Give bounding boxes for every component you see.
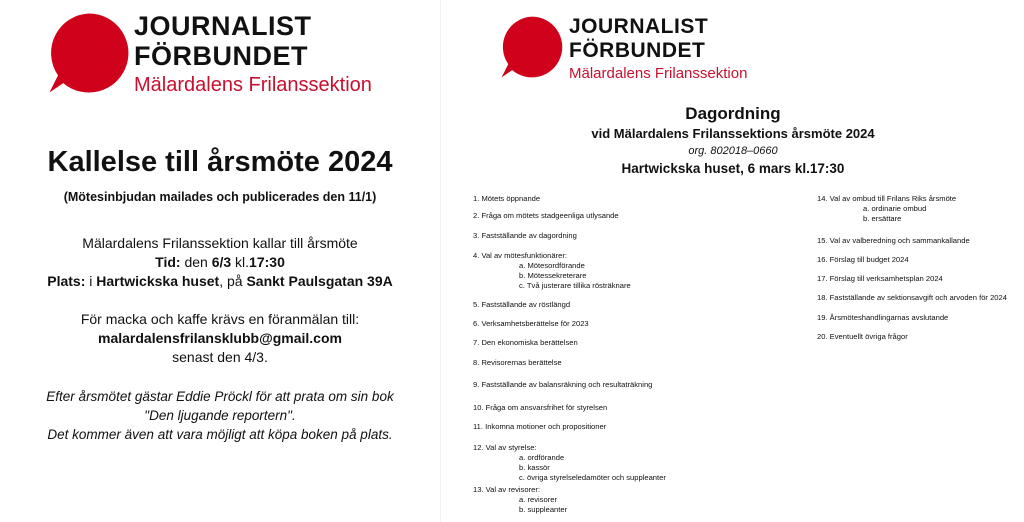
agenda-item: 9. Fastställande av balansräkning och resultaträkning	[473, 380, 653, 389]
agenda-org-number: org. 802018–0660	[688, 145, 778, 157]
place-prefix: i	[89, 273, 93, 289]
time-label: Tid:	[155, 254, 181, 270]
time-prefix: den	[184, 254, 208, 270]
logo-line2: FÖRBUNDET	[134, 41, 308, 71]
agenda-item: 6. Verksamhetsberättelse för 2023	[473, 319, 589, 328]
registration-email[interactable]: malardalensfrilansklubb@gmail.com	[98, 330, 342, 346]
logo-line2: FÖRBUNDET	[569, 39, 706, 62]
agenda-title: Dagordning	[685, 104, 781, 123]
invitation-page	[0, 0, 440, 522]
speech-bubble-icon	[46, 10, 132, 96]
agenda-item: 19. Årsmöteshandlingarnas avslutande	[817, 313, 949, 322]
agenda-subitem: a. ordinarie ombud	[863, 204, 927, 213]
invitation-note: (Mötesinbjudan mailades och publicerades den 11/1)	[63, 190, 377, 204]
place-sep: , på	[219, 273, 243, 289]
agenda-item: 12. Val av styrelse:	[473, 443, 537, 452]
logo-line1: JOURNALIST	[569, 15, 709, 38]
agenda-item: 18. Fastställande av sektionsavgift och arvoden för 2024	[817, 293, 1007, 302]
guest-line-1: Efter årsmötet gästar Eddie Pröckl för att prata om sin bok	[46, 389, 394, 404]
journalistforbundet-logo-small	[499, 14, 789, 84]
guest-line-3: Det kommer även att vara möjligt att köpa boken på plats.	[47, 427, 393, 442]
place-venue: Hartwickska huset	[96, 273, 220, 289]
invitation-call: Mälardalens Frilanssektion kallar till årsmöte	[82, 235, 358, 251]
place-label: Plats:	[47, 273, 86, 289]
time-hour: 17:30	[249, 254, 285, 270]
journalistforbundet-logo	[46, 10, 396, 100]
agenda-subitem: b. kassör	[519, 463, 550, 472]
agenda-item: 8. Revisorernas berättelse	[473, 358, 562, 367]
guest-line-2: "Den ljugande reportern".	[144, 408, 296, 423]
logo-subtitle: Mälardalens Frilanssektion	[134, 74, 372, 96]
time-date: 6/3	[211, 254, 232, 270]
logo-subtitle: Mälardalens Frilanssektion	[569, 65, 748, 82]
agenda-item: 17. Förslag till verksamhetsplan 2024	[817, 274, 943, 283]
agenda-subitem: c. Två justerare tillika rösträknare	[519, 281, 631, 290]
agenda-subtitle: vid Mälardalens Frilanssektions årsmöte 2024	[591, 126, 875, 141]
invitation-title: Kallelse till årsmöte 2024	[47, 146, 393, 178]
agenda-subitem: a. ordförande	[519, 453, 565, 462]
agenda-subitem: b. ersättare	[863, 214, 902, 223]
agenda-item: 14. Val av ombud till Frilans Riks årsmöte	[817, 194, 957, 203]
agenda-item: 7. Den ekonomiska berättelsen	[473, 338, 578, 347]
agenda-subitem: c. övriga styrelseledamöter och suppleanter	[519, 473, 666, 482]
agenda-item: 5. Fastställande av röstlängd	[473, 300, 571, 309]
agenda-subitem: a. Mötesordförande	[519, 261, 585, 270]
meeting-time	[0, 254, 440, 270]
registration-deadline: senast den 4/3.	[172, 349, 268, 365]
speech-bubble-icon	[499, 14, 565, 80]
logo-line1: JOURNALIST	[134, 11, 312, 41]
registration-info: För macka och kaffe krävs en föranmälan till:	[80, 311, 360, 327]
meeting-place	[0, 273, 440, 289]
agenda-item: 2. Fråga om mötets stadgeenliga utlysande	[473, 211, 619, 220]
time-kl: kl.	[235, 254, 250, 270]
agenda-item: 13. Val av revisorer:	[473, 485, 540, 494]
agenda-place: Hartwickska huset, 6 mars kl.17:30	[621, 161, 845, 176]
place-street: Sankt Paulsgatan 39A	[246, 273, 393, 289]
agenda-subitem: b. Mötessekreterare	[519, 271, 587, 280]
agenda-item: 3. Fastställande av dagordning	[473, 231, 577, 240]
agenda-subitem: a. revisorer	[519, 495, 557, 504]
agenda-item: 11. Inkomna motioner och propositioner	[473, 422, 607, 431]
agenda-item: 10. Fråga om ansvarsfrihet för styrelsen	[473, 403, 608, 412]
agenda-page	[440, 0, 1024, 522]
agenda-item: 15. Val av valberedning och sammankallande	[817, 236, 970, 245]
agenda-subitem: b. suppleanter	[519, 505, 568, 514]
agenda-item: 1. Mötets öppnande	[473, 194, 541, 203]
agenda-item: 16. Förslag till budget 2024	[817, 255, 909, 264]
agenda-item: 4. Val av mötesfunktionärer:	[473, 251, 567, 260]
agenda-item: 20. Eventuellt övriga frågor	[817, 332, 908, 341]
